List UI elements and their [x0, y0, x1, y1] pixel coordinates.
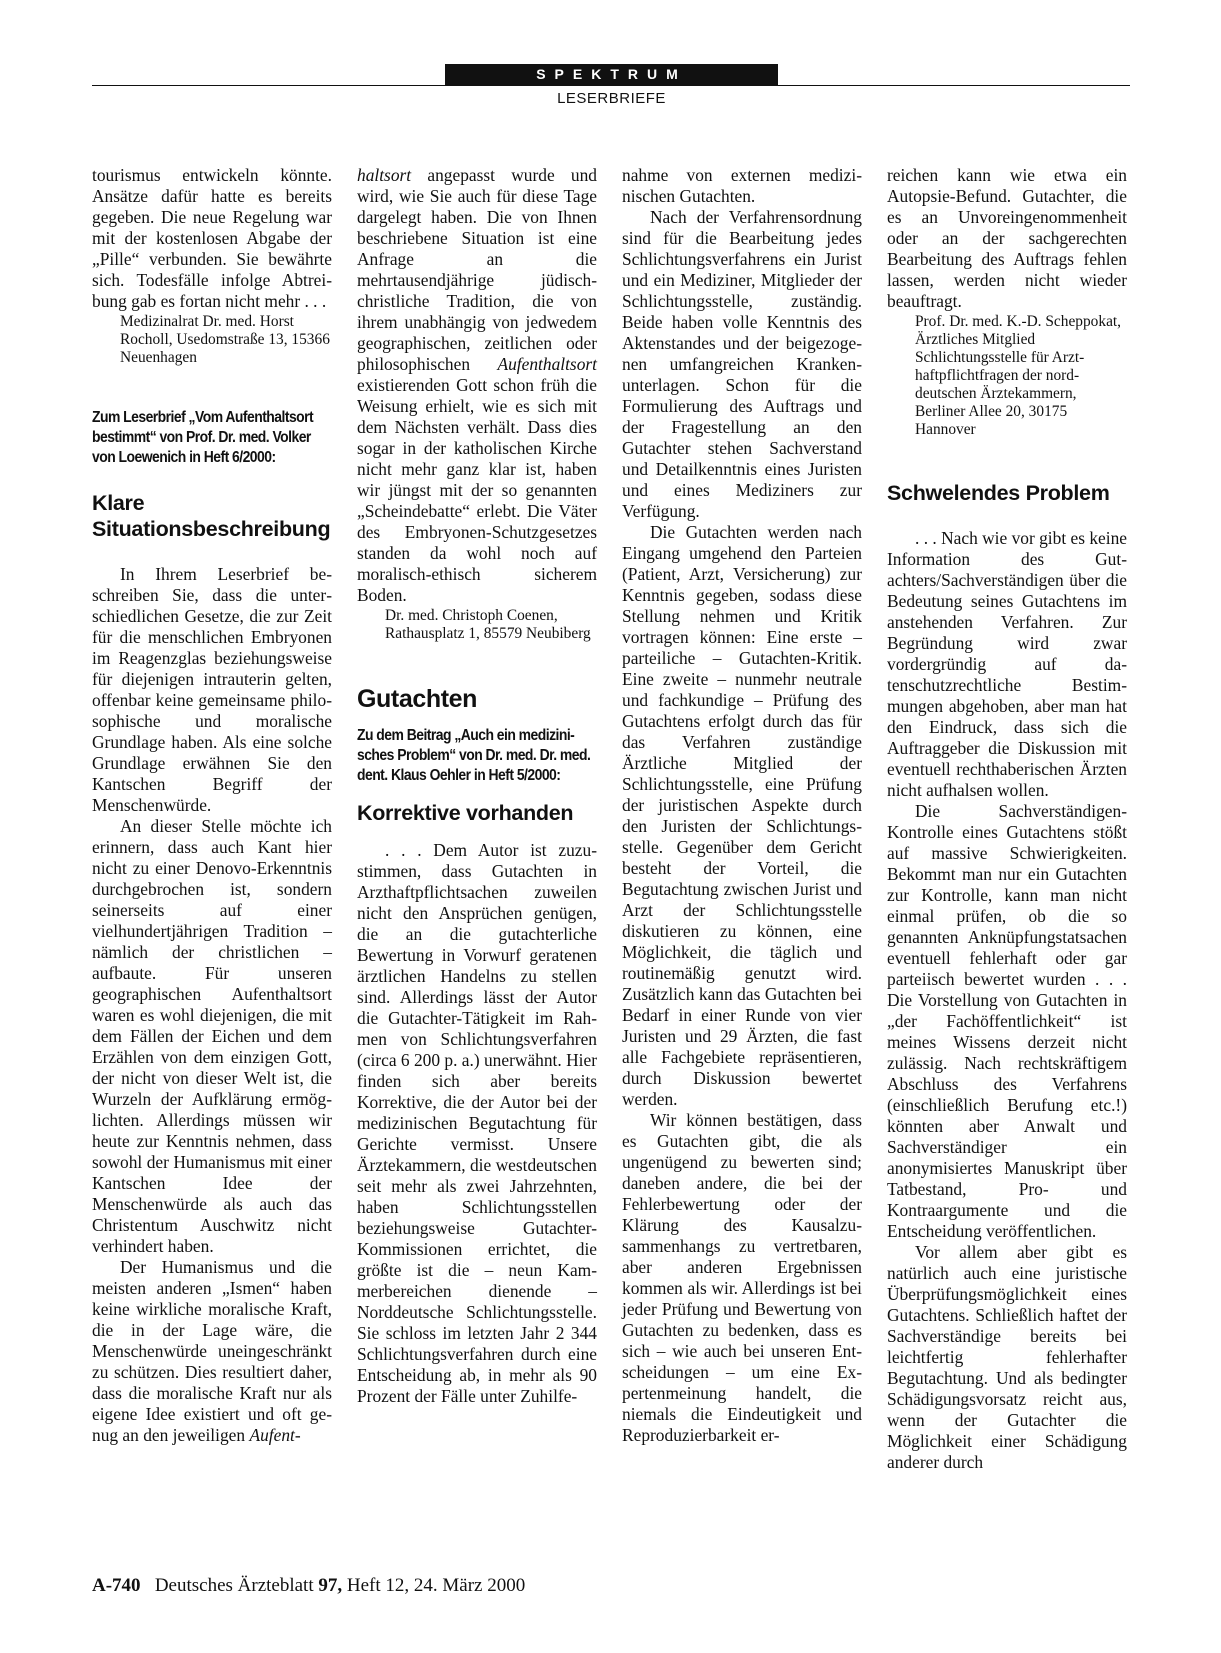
letter-2-paragraph: Der Humanismus und die meisten anderen „Ismen“ haben keine wirkliche moralische Kraft, die in der Lage wäre, die Menschenwürde uneingeschränkt zu schützen. Dies resultiert daher, dass die moralische Kraft nur als eigene Idee existiert und oft genug an den jeweiligen Aufent-: [92, 1257, 332, 1445]
header-rule: [92, 85, 1130, 86]
topic-title: Gutachten: [357, 685, 478, 713]
letter-3-paragraph: reichen kann wie etwa ein Autopsie-Befund. Gutachter, die es an Unvoreingenommenheit oder an der sachgerechten Bearbeitung des Auftrags fehlen lassen, werden nicht wieder beauftragt.: [887, 165, 1127, 311]
letter-2-paragraph: haltsort angepasst wurde und wird, wie Sie auch für diese Tage dargelegt haben. Die von Ihnen beschriebene Situation ist eine Anfrage an die mehrtausendjährige jüdisch-christliche Tradition, die von ihrem unabhängig von jedwedem geographischen, zeitlichen oder philosophischen Aufenthaltsort existierenden Gott schon früh die Weisung erhielt, wie es sich mit dem Nächsten verhält. Dass dies sogar in der katholischen Kirche nicht mehr ganz klar ist, haben wir jüngst mit der so genannten „Scheindebatte“ erlebt. Die Väter des Embryonen-Schutzgesetzes standen da wohl noch auf moralisch-ethisch sicherem Boden.: [357, 165, 597, 605]
letter-2-signature: Dr. med. Christoph Coenen, Rathausplatz 1, 85579 Neubiberg: [385, 607, 591, 642]
letter-3-paragraph: Die Gutachten werden nach Eingang umgehend den Parteien (Patient, Arzt, Versicherung) zur Kenntnis gegeben, sodass diese Stellung nehmen und Kritik vortragen können: Eine erste – parteiliche – Gutachten-Kritik. Eine zweite – nunmehr neutrale und fachkundige – Prüfung des Gutachtens erfolgt durch das für das Verfahren zuständige Ärztliche Mitglied der Schlichtungsstelle, eine Prüfung der juristischen Aspekte durch den Juristen der Schlichtungsstelle. Gegenüber dem Gericht besteht der Vorteil, die Begutachtung zwischen Jurist und Arzt der Schlichtungsstelle diskutieren zu können, eine Möglichkeit, die täglich und routinemäßig genutzt wird. Zusätzlich kann das Gutachten bei Bedarf in einer Runde von vier Juristen und 29 Ärzten, die fast alle Fachgebiete repräsentieren, durch Diskussion bewertet werden.: [622, 522, 862, 1109]
letter-2-paragraph: In Ihrem Leserbrief beschreiben Sie, dass die unterschiedlichen Gesetze, die zur Zeit für die menschlichen Embryonen im Reagenzglas beziehungsweise für diejenigen intrauterin gelten, offenbar keine gemeinsame philosophische und moralische Grundlage haben. Als eine solche Grundlage erwähnen Sie den Kantschen Begriff der Menschenwürde.: [92, 564, 332, 815]
letter-3-intro: Zu dem Beitrag „Auch ein medizinisches Problem“ von Dr. med. Dr. med. dent. Klaus Oehler in Heft 5/2000:: [357, 727, 591, 784]
subsection-label: LESERBRIEFE: [557, 90, 666, 107]
page-number: A-740: [92, 1575, 141, 1596]
letter-2-heading: Klare Situationsbeschreibung: [92, 491, 331, 541]
letter-4-paragraph: . . . Nach wie vor gibt es keine Information des Gutachters/Sachverständigen über die Bedeutung seines Gutachtens im anstehenden Verfahren. Zur Begründung wird zwar vordergründig auf datenschutzrechtliche Bestimmungen abgehoben, aber man hat den Eindruck, dass sich die Auftraggeber die Diskussion mit eventuell rechthaberischen Ärzten nicht aufhalsen wollen.: [887, 528, 1128, 800]
section-label: SPEKTRUM: [445, 64, 778, 85]
column-1: [92, 165, 332, 1446]
letter-2-paragraph: An dieser Stelle möchte ich erinnern, dass auch Kant hier nicht zu einer Denovo-Erkenntnis durchgebrochen ist, sondern seinerseits auf einer vielhundertjährigen Tradition – nämlich der christlichen – aufbaute. Für unseren geographischen Aufenthaltsort waren es wohl diejenigen, die mit dem Fällen der Eichen und dem Erzählen von dem einzigen Gott, der nicht von dieser Welt ist, die Wurzeln der Aufklärung ermöglichten. Allerdings müssen wir heute zur Kenntnis nehmen, dass sowohl der Humanismus mit einer Kantschen Idee der Menschenwürde als auch das Christentum Auschwitz nicht verhindert haben.: [92, 816, 332, 1256]
letter-3-paragraph: Wir können bestätigen, dass es Gutachten gibt, die als ungenügend zu bewerten sind; daneben andere, die bei der Fehlerbewertung oder der Klärung des Kausalzusammenhangs zu vertretbaren, aber anderen Ergebnissen kommen als wir. Allerdings ist bei jeder Prüfung und Bewertung von Gutachten zu bedenken, dass es sich – wie auch bei unseren Entscheidungen – um eine Expertenmeinung handelt, die niemals die Eindeutigkeit und Reproduzierbarkeit er-: [622, 1110, 862, 1445]
letter-3-paragraph: nahme von externen medizinischen Gutachten.: [622, 165, 862, 206]
letter-4-paragraph: Vor allem aber gibt es natürlich auch eine juristische Überprüfungsmöglichkeit eines Gutachtens. Schließlich haftet der Sachverständige bereits bei leichtfertig fehlerhafter Begutachtung. Und als bedingter Schädigungsvorsatz reicht aus, wenn der Gutachter die Möglichkeit einer Schädigung anderer durch: [887, 1242, 1127, 1472]
column-2: [357, 165, 597, 1407]
letter-1-signature: Medizinalrat Dr. med. Horst Rocholl, Usedomstraße 13, 15366 Neuenhagen: [120, 313, 330, 366]
column-3: [622, 165, 862, 1446]
journal-issue: Heft 12, 24. März 2000: [346, 1575, 526, 1596]
letter-4-heading: Schwelendes Problem: [887, 481, 1110, 505]
letter-3-signature: Prof. Dr. med. K.-D. Scheppokat, Ärztliches Mitglied Schlichtungsstelle für Arzthaftpflichtfragen der norddeutschen Ärztekammern, Berliner Allee 20, 30175 Hannover: [915, 313, 1122, 438]
journal-volume: 97,: [318, 1575, 343, 1596]
letter-1-paragraph: tourismus entwickeln könnte. Ansätze dafür hatte es bereits gegeben. Die neue Regelung war mit der kostenlosen Abgabe der „Pille“ verbunden. Sie bewährte sich. Todesfälle infolge Abtreibung gab es fortan nicht mehr . . .: [92, 165, 332, 311]
page-footer: [92, 1575, 525, 1597]
column-4: [887, 165, 1127, 1473]
letter-3-heading: Korrektive vorhanden: [357, 801, 574, 825]
letter-3-paragraph: . . . Dem Autor ist zuzustimmen, dass Gutachten in Arzthaftpflichtsachen zuweilen nicht den Ansprüchen genügen, die an die gutachterliche Bewertung in Vorwurf geratenen ärztlichen Handelns zu stellen sind. Allerdings lässt der Autor die Gutachter-Tätigkeit im Rahmen von Schlichtungsverfahren (circa 6 200 p. a.) unerwähnt. Hier finden sich aber bereits Korrektive, die der Autor bei der medizinischen Begutachtung für Gerichte vermisst. Unsere Ärztekammern, die westdeutschen seit mehr als zwei Jahrzehnten, haben Schlichtungsstellen beziehungsweise Gutachter-Kommissionen errichtet, die größte ist die – neun Kammerbereichen dienende – Norddeutsche Schlichtungsstelle. Sie schloss im letzten Jahr 2 344 Schlichtungsverfahren durch eine Entscheidung ab, in mehr als 90 Prozent der Fälle unter Zuhilfe-: [357, 840, 597, 1406]
letter-4-paragraph: Die Sachverständigen-Kontrolle eines Gutachtens stößt auf massive Schwierigkeiten. Bekommt man nur ein Gutachten zur Kontrolle, kann man nicht einmal prüfen, ob die so genannten Anknüpfungstatsachen eventuell fehlerhaft oder gar parteiisch bewertet wurden . . . Die Vorstellung von Gutachten in „der Fachöffentlichkeit“ ist meines Wissens derzeit nicht zulässig. Nach rechtskräftigem Abschluss des Verfahrens (einschließlich Berufung etc.!) könnten aber Anwalt und Sachverständiger ein anonymisiertes Manuskript über Tatbestand, Pro- und Kontraargumente und die Entscheidung veröffentlichen.: [887, 801, 1127, 1241]
letter-3-paragraph: Nach der Verfahrensordnung sind für die Bearbeitung jedes Schlichtungsverfahrens ein Jurist und ein Mediziner, Mitglieder der Schlichtungsstelle, zuständig. Beide haben volle Kenntnis des Aktenstandes und der beigezogenen umfangreichen Krankenunterlagen. Schon für die Formulierung des Auftrags und der Fragestellung an den Gutachter stehen Sachverstand und Detailkenntnis eines Juristen und eines Mediziners zur Verfügung.: [622, 207, 862, 521]
letter-2-intro: Zum Leserbrief „Vom Aufenthaltsort bestimmt“ von Prof. Dr. med. Volker von Loewenich in Heft 6/2000:: [92, 409, 314, 466]
journal-name: Deutsches Ärzteblatt: [154, 1575, 314, 1596]
